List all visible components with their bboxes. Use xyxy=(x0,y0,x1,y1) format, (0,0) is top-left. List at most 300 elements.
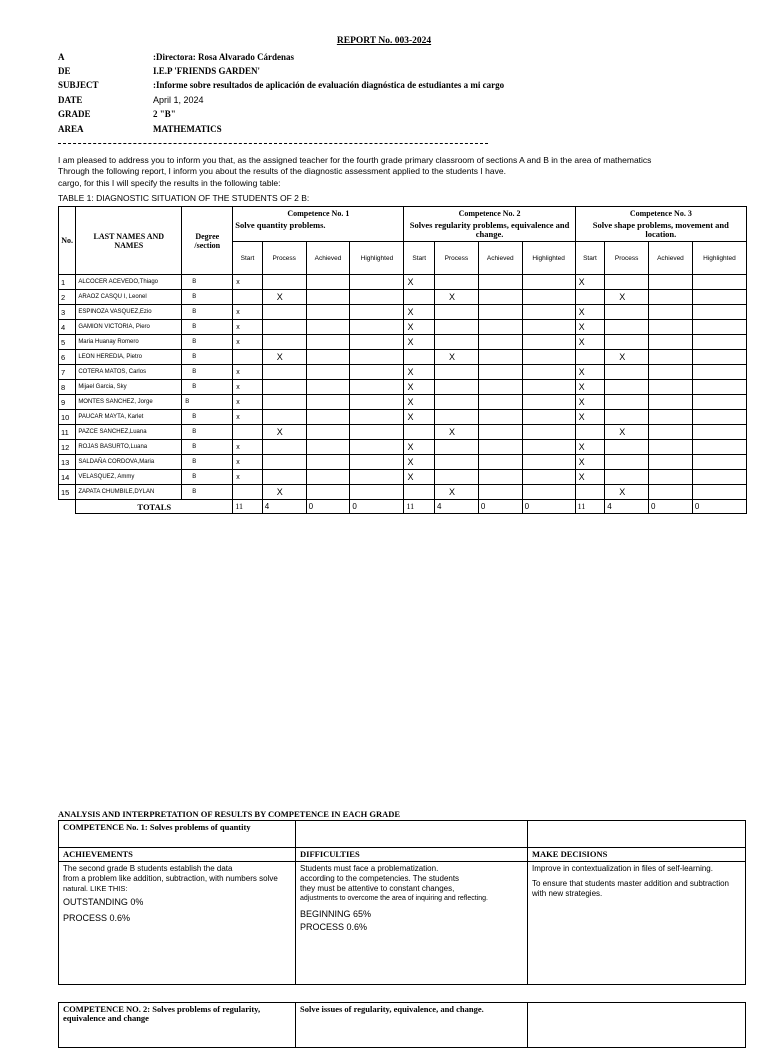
row-number: 9 xyxy=(59,395,76,410)
level-header: Start xyxy=(575,242,605,275)
row-number: 6 xyxy=(59,350,76,365)
mark-cell xyxy=(350,395,404,410)
analysis-table-competence-2 xyxy=(58,1002,746,1048)
mark-cell xyxy=(262,335,306,350)
mark-cell xyxy=(605,320,649,335)
mark-cell: X xyxy=(605,290,649,305)
mark-cell xyxy=(522,410,575,425)
mark-cell xyxy=(692,380,746,395)
mark-cell xyxy=(435,275,479,290)
row-number: 12 xyxy=(59,440,76,455)
table-row xyxy=(59,380,747,395)
header-label: SUBJECT xyxy=(58,80,99,90)
level-header: Start xyxy=(404,242,435,275)
mark-cell xyxy=(692,410,746,425)
level-header: Highlighted xyxy=(692,242,746,275)
mark-cell: X xyxy=(575,320,605,335)
row-number: 7 xyxy=(59,365,76,380)
mark-cell: x xyxy=(233,395,263,410)
student-name: SALDAÑA CORDOVA,Maria xyxy=(76,455,182,470)
mark-cell xyxy=(692,290,746,305)
mark-cell xyxy=(605,470,649,485)
level-header: Process xyxy=(605,242,649,275)
total-value: 0 xyxy=(478,500,522,514)
mark-cell xyxy=(649,305,693,320)
mark-cell xyxy=(649,380,693,395)
achievements-cell xyxy=(59,862,296,985)
mark-cell xyxy=(605,335,649,350)
mark-cell xyxy=(478,365,522,380)
competence-1-subtitle: Solve quantity problems. xyxy=(235,220,326,230)
mark-cell xyxy=(575,425,605,440)
diagnostic-table xyxy=(58,206,747,514)
mark-cell: X xyxy=(435,485,479,500)
mark-cell xyxy=(605,305,649,320)
mark-cell xyxy=(649,335,693,350)
student-section: B xyxy=(182,410,233,425)
mark-cell xyxy=(692,350,746,365)
header-label: AREA xyxy=(58,124,84,134)
mark-cell: X xyxy=(575,380,605,395)
mark-cell: x xyxy=(233,335,263,350)
student-section: B xyxy=(182,470,233,485)
difficulties-line: according to the competencies. The students xyxy=(300,874,460,883)
mark-cell xyxy=(350,305,404,320)
mark-cell: X xyxy=(404,470,435,485)
mark-cell xyxy=(522,275,575,290)
mark-cell xyxy=(649,365,693,380)
student-section: B xyxy=(182,440,233,455)
mark-cell: X xyxy=(435,290,479,305)
mark-cell xyxy=(605,410,649,425)
header-value: :Directora: Rosa Alvarado Cárdenas xyxy=(153,52,295,62)
total-value: 11 xyxy=(233,500,263,514)
mark-cell: x xyxy=(233,410,263,425)
mark-cell xyxy=(262,305,306,320)
mark-cell xyxy=(478,275,522,290)
mark-cell xyxy=(649,485,693,500)
table-row xyxy=(59,275,747,290)
total-value: 0 xyxy=(522,500,575,514)
mark-cell xyxy=(350,275,404,290)
mark-cell xyxy=(692,305,746,320)
student-section: B xyxy=(182,455,233,470)
row-number: 14 xyxy=(59,470,76,485)
mark-cell xyxy=(306,425,350,440)
competence-3-title: Competence No. 3 xyxy=(629,209,692,218)
empty-cell xyxy=(528,1003,746,1048)
mark-cell xyxy=(692,320,746,335)
mark-cell xyxy=(435,470,479,485)
mark-cell xyxy=(233,485,263,500)
competence-2-subtitle: Solves regularity problems, equivalence and change. xyxy=(409,220,570,239)
mark-cell xyxy=(262,455,306,470)
mark-cell: X xyxy=(404,335,435,350)
mark-cell: X xyxy=(575,440,605,455)
mark-cell xyxy=(478,350,522,365)
competence-1-title: Competence No. 1 xyxy=(287,209,350,218)
mark-cell xyxy=(522,470,575,485)
mark-cell: X xyxy=(435,350,479,365)
achievements-text xyxy=(63,864,291,894)
mark-cell xyxy=(262,275,306,290)
competence-2-analysis-mid: Solve issues of regularity, equivalence, and change. xyxy=(296,1003,528,1048)
col-no-header: No. xyxy=(59,207,76,275)
header-label: DATE xyxy=(58,95,83,105)
student-name: Maria Huanay Romero xyxy=(76,335,182,350)
competence-1-analysis-title: COMPETENCE No. 1: Solves problems of quantity xyxy=(59,821,296,848)
analysis-title: ANALYSIS AND INTERPRETATION OF RESULTS BY COMPETENCE IN EACH GRADE xyxy=(58,809,401,819)
mark-cell xyxy=(306,365,350,380)
mark-cell xyxy=(522,320,575,335)
totals-label: TOTALS xyxy=(76,500,233,514)
mark-cell xyxy=(692,395,746,410)
student-section: B xyxy=(182,485,233,500)
mark-cell: x xyxy=(233,455,263,470)
row-number: 10 xyxy=(59,410,76,425)
mark-cell xyxy=(262,380,306,395)
row-number: 13 xyxy=(59,455,76,470)
mark-cell xyxy=(478,320,522,335)
mark-cell xyxy=(605,440,649,455)
mark-cell xyxy=(692,440,746,455)
level-header: Achieved xyxy=(306,242,350,275)
mark-cell xyxy=(435,380,479,395)
intro-line: Through the following report, I inform you about the results of the diagnostic assessment applied to the students I have. xyxy=(58,166,506,176)
student-name: MONTES SANCHEZ, Jorge xyxy=(76,395,182,410)
table-row xyxy=(59,425,747,440)
mark-cell xyxy=(306,380,350,395)
student-section: B xyxy=(182,425,233,440)
mark-cell: X xyxy=(435,425,479,440)
analysis-table-competence-1 xyxy=(58,820,746,985)
mark-cell xyxy=(262,320,306,335)
mark-cell: X xyxy=(404,455,435,470)
header-value: April 1, 2024 xyxy=(153,95,204,105)
mark-cell: X xyxy=(404,380,435,395)
header-label: GRADE xyxy=(58,109,91,119)
mark-cell xyxy=(649,395,693,410)
table-row xyxy=(59,455,747,470)
mark-cell xyxy=(262,365,306,380)
table-caption: TABLE 1: DIAGNOSTIC SITUATION OF THE STUDENTS OF 2 B: xyxy=(58,193,310,203)
header-value: :Informe sobre resultados de aplicación de evaluación diagnóstica de estudiantes a mi cargo xyxy=(153,80,505,90)
competence-2-title: Competence No. 2 xyxy=(458,209,521,218)
student-section: B xyxy=(182,305,233,320)
mark-cell xyxy=(306,290,350,305)
mark-cell: X xyxy=(575,410,605,425)
mark-cell xyxy=(435,410,479,425)
table-row xyxy=(59,410,747,425)
mark-cell xyxy=(605,275,649,290)
table-row xyxy=(59,335,747,350)
table-row xyxy=(59,365,747,380)
mark-cell xyxy=(649,275,693,290)
mark-cell xyxy=(350,440,404,455)
student-name: PAZCE SANCHEZ,Luana xyxy=(76,425,182,440)
student-name: Mijael Garcia, Sky xyxy=(76,380,182,395)
mark-cell: x xyxy=(233,275,263,290)
mark-cell xyxy=(522,350,575,365)
mark-cell xyxy=(478,485,522,500)
student-section: B xyxy=(182,275,233,290)
mark-cell xyxy=(478,470,522,485)
mark-cell xyxy=(478,395,522,410)
mark-cell xyxy=(233,290,263,305)
mark-cell xyxy=(404,350,435,365)
mark-cell xyxy=(306,440,350,455)
row-number: 11 xyxy=(59,425,76,440)
mark-cell xyxy=(522,305,575,320)
mark-cell xyxy=(306,485,350,500)
table-row xyxy=(59,470,747,485)
student-section: B xyxy=(182,335,233,350)
intro-line: cargo, for this I will specify the results in the following table: xyxy=(58,178,281,188)
student-name: COTERA MATOS, Carlos xyxy=(76,365,182,380)
mark-cell: x xyxy=(233,440,263,455)
student-name: GAMION VICTORIA, Piero xyxy=(76,320,182,335)
mark-cell: X xyxy=(404,365,435,380)
empty-cell xyxy=(59,500,76,514)
mark-cell: x xyxy=(233,470,263,485)
mark-cell: X xyxy=(404,275,435,290)
mark-cell xyxy=(692,365,746,380)
total-value: 0 xyxy=(306,500,350,514)
mark-cell: X xyxy=(262,425,306,440)
mark-cell xyxy=(350,455,404,470)
difficulties-line: they must be attentive to constant changes, xyxy=(300,884,455,893)
mark-cell xyxy=(575,350,605,365)
mark-cell: X xyxy=(404,440,435,455)
row-number: 8 xyxy=(59,380,76,395)
mark-cell xyxy=(522,380,575,395)
col-names-header: LAST NAMES AND NAMES xyxy=(76,207,182,275)
mark-cell xyxy=(306,455,350,470)
competence-3-subtitle: Solve shape problems, movement and location. xyxy=(592,220,729,239)
table-row xyxy=(59,290,747,305)
decision-1: Improve in contextualization in files of self-learning. xyxy=(532,864,713,873)
mark-cell: X xyxy=(575,395,605,410)
mark-cell xyxy=(478,335,522,350)
header-label: DE xyxy=(58,66,71,76)
mark-cell xyxy=(649,410,693,425)
mark-cell xyxy=(350,410,404,425)
mark-cell: x xyxy=(233,365,263,380)
difficulties-beginning: BEGINNING 65% xyxy=(300,909,372,919)
mark-cell xyxy=(692,485,746,500)
mark-cell xyxy=(435,365,479,380)
achievements-process: PROCESS 0.6% xyxy=(63,913,131,923)
mark-cell xyxy=(478,455,522,470)
row-number: 15 xyxy=(59,485,76,500)
totals-row xyxy=(59,500,747,514)
mark-cell xyxy=(649,350,693,365)
mark-cell: X xyxy=(575,275,605,290)
table-row xyxy=(59,485,747,500)
student-section: B xyxy=(182,320,233,335)
mark-cell xyxy=(350,320,404,335)
student-section: B xyxy=(182,395,233,410)
mark-cell xyxy=(649,470,693,485)
table-row xyxy=(59,440,747,455)
mark-cell xyxy=(233,350,263,365)
competence-3-header xyxy=(575,207,746,242)
competence-1-header xyxy=(233,207,404,242)
achievements-line: The second grade B students establish the data xyxy=(63,864,233,873)
header-value: MATHEMATICS xyxy=(153,124,222,134)
mark-cell xyxy=(522,440,575,455)
difficulties-cell xyxy=(296,862,528,985)
mark-cell xyxy=(605,380,649,395)
mark-cell xyxy=(692,275,746,290)
mark-cell xyxy=(522,455,575,470)
student-name: ARAOZ CASQU I, Leonel xyxy=(76,290,182,305)
mark-cell xyxy=(522,395,575,410)
mark-cell xyxy=(575,290,605,305)
level-header: Highlighted xyxy=(350,242,404,275)
level-header: Start xyxy=(233,242,263,275)
mark-cell xyxy=(404,290,435,305)
difficulties-header: DIFFICULTIES xyxy=(296,848,528,862)
mark-cell: X xyxy=(575,365,605,380)
mark-cell xyxy=(306,470,350,485)
mark-cell xyxy=(350,425,404,440)
achievements-outstanding: OUTSTANDING 0% xyxy=(63,897,144,907)
competence-2-header xyxy=(404,207,575,242)
student-section: B xyxy=(182,365,233,380)
mark-cell: X xyxy=(575,470,605,485)
header-label: A xyxy=(58,52,65,62)
mark-cell: X xyxy=(605,425,649,440)
mark-cell xyxy=(575,485,605,500)
mark-cell xyxy=(435,440,479,455)
mark-cell: X xyxy=(262,290,306,305)
report-title: REPORT No. 003-2024 xyxy=(336,36,432,46)
row-number: 3 xyxy=(59,305,76,320)
divider-line xyxy=(58,143,488,144)
level-header: Highlighted xyxy=(522,242,575,275)
mark-cell xyxy=(404,485,435,500)
mark-cell: X xyxy=(404,320,435,335)
col-degree-header: Degree /section xyxy=(182,207,233,275)
level-header: Achieved xyxy=(649,242,693,275)
student-section: B xyxy=(182,380,233,395)
mark-cell xyxy=(306,305,350,320)
mark-cell xyxy=(350,485,404,500)
empty-cell xyxy=(528,821,746,848)
mark-cell xyxy=(306,275,350,290)
mark-cell xyxy=(306,335,350,350)
empty-cell xyxy=(296,821,528,848)
header-value: I.E.P 'FRIENDS GARDEN' xyxy=(153,66,261,76)
mark-cell xyxy=(692,335,746,350)
mark-cell: X xyxy=(404,305,435,320)
decisions-cell xyxy=(528,862,746,985)
mark-cell: x xyxy=(233,320,263,335)
row-number: 5 xyxy=(59,335,76,350)
total-value: 4 xyxy=(262,500,306,514)
mark-cell xyxy=(306,320,350,335)
student-section: B xyxy=(182,290,233,305)
student-name: ESPINOZA VASQUEZ,Ezio xyxy=(76,305,182,320)
difficulties-line: adjustments to overcome the area of inquiring and reflecting. xyxy=(300,895,488,902)
mark-cell xyxy=(649,320,693,335)
mark-cell xyxy=(350,380,404,395)
mark-cell xyxy=(350,335,404,350)
mark-cell xyxy=(522,335,575,350)
mark-cell: X xyxy=(404,410,435,425)
mark-cell xyxy=(350,350,404,365)
mark-cell xyxy=(478,425,522,440)
mark-cell xyxy=(306,350,350,365)
student-name: LEON HEREDIA, Pietro xyxy=(76,350,182,365)
mark-cell: X xyxy=(575,335,605,350)
mark-cell xyxy=(478,290,522,305)
achievements-header: ACHIEVEMENTS xyxy=(59,848,296,862)
total-value: 11 xyxy=(404,500,435,514)
table-row xyxy=(59,395,747,410)
mark-cell xyxy=(522,290,575,305)
mark-cell xyxy=(522,365,575,380)
total-value: 0 xyxy=(692,500,746,514)
table-row xyxy=(59,305,747,320)
total-value: 4 xyxy=(605,500,649,514)
level-header: Achieved xyxy=(478,242,522,275)
mark-cell xyxy=(605,455,649,470)
table-row xyxy=(59,320,747,335)
student-section: B xyxy=(182,350,233,365)
level-header: Process xyxy=(262,242,306,275)
mark-cell xyxy=(350,470,404,485)
row-number: 1 xyxy=(59,275,76,290)
difficulties-line: Students must face a problematization. xyxy=(300,864,439,873)
mark-cell xyxy=(478,305,522,320)
student-name: ALCOCER ACEVEDO,Thiago xyxy=(76,275,182,290)
mark-cell xyxy=(605,395,649,410)
row-number: 2 xyxy=(59,290,76,305)
mark-cell xyxy=(478,410,522,425)
table-row xyxy=(59,350,747,365)
mark-cell xyxy=(478,440,522,455)
student-name: PAUCAR MAYTA, Karlet xyxy=(76,410,182,425)
header-value: 2 "B" xyxy=(153,109,176,119)
row-number: 4 xyxy=(59,320,76,335)
mark-cell xyxy=(306,410,350,425)
mark-cell: X xyxy=(605,350,649,365)
mark-cell xyxy=(435,335,479,350)
level-header: Process xyxy=(435,242,479,275)
mark-cell xyxy=(649,440,693,455)
student-name: ZAPATA CHUMBILE,DYLAN xyxy=(76,485,182,500)
mark-cell xyxy=(262,410,306,425)
mark-cell: x xyxy=(233,380,263,395)
mark-cell xyxy=(262,440,306,455)
total-value: 0 xyxy=(350,500,404,514)
mark-cell xyxy=(435,320,479,335)
mark-cell xyxy=(522,425,575,440)
mark-cell xyxy=(649,455,693,470)
mark-cell xyxy=(478,380,522,395)
mark-cell xyxy=(435,305,479,320)
total-value: 0 xyxy=(649,500,693,514)
decision-2: To ensure that students master addition and subtraction with new strategies. xyxy=(532,879,730,898)
mark-cell xyxy=(522,485,575,500)
mark-cell xyxy=(306,395,350,410)
competence-2-analysis-title: COMPETENCE NO. 2: Solves problems of regularity, equivalence and change xyxy=(59,1003,296,1048)
intro-line: I am pleased to address you to inform you that, as the assigned teacher for the fourth grade primary classroom of sections A and B in the area of mathematics xyxy=(58,155,652,165)
mark-cell: x xyxy=(233,305,263,320)
mark-cell xyxy=(692,425,746,440)
